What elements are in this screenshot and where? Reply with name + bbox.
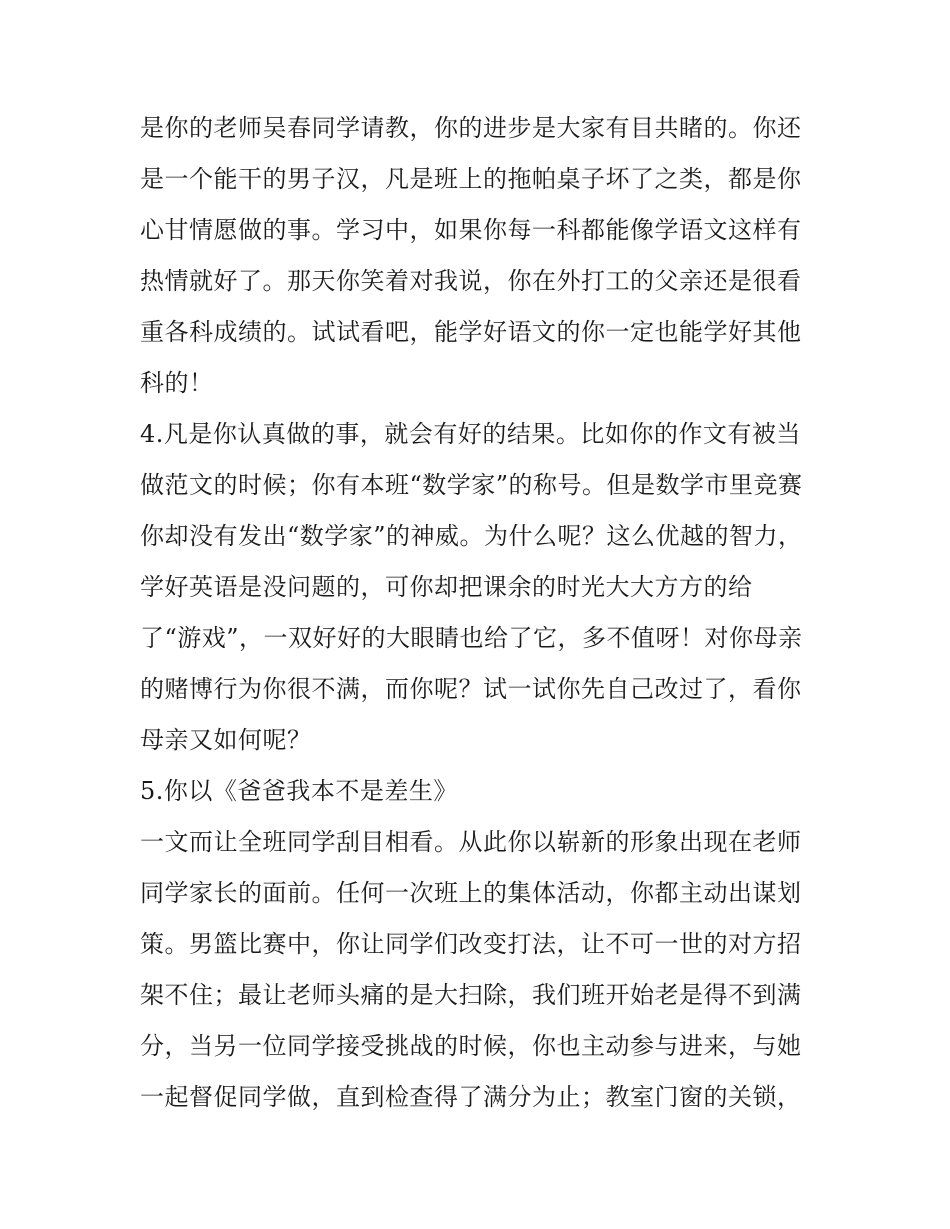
text-line-2: 是一个能干的男子汉，凡是班上的拖帕桌子坏了之类，都是你 <box>140 165 802 193</box>
text-line-4: 热情就好了。那天你笑着对我说，你在外打工的父亲还是很看 <box>140 267 802 295</box>
text-line-18: 架不住；最让老师头痛的是大扫除，我们班开始老是得不到满 <box>140 981 802 1009</box>
text-line-9: 你却没有发出“数学家”的神威。为什么呢？这么优越的智力， <box>140 522 803 550</box>
text-line-13: 母亲又如何呢？ <box>140 726 312 754</box>
text-line-11: 了“游戏”，一双好好的大眼睛也给了它，多不值呀！对你母亲 <box>140 624 803 652</box>
text-line-12: 的赌博行为你很不满，而你呢？试一试你先自己改过了，看你 <box>140 675 802 703</box>
text-line-20: 一起督促同学做，直到检查得了满分为止；教室门窗的关锁， <box>140 1083 802 1111</box>
text-line-15: 一文而让全班同学刮目相看。从此你以崭新的形象出现在老师 <box>140 828 802 856</box>
text-line-17: 策。男篮比赛中，你让同学们改变打法，让不可一世的对方招 <box>140 930 802 958</box>
text-line-5: 重各科成绩的。试试看吧，能学好语文的你一定也能学好其他 <box>140 318 802 346</box>
text-line-8: 做范文的时候；你有本班“数学家”的称号。但是数学市里竞赛 <box>140 471 803 499</box>
text-line-3: 心甘情愿做的事。学习中，如果你每一科都能像学语文这样有 <box>140 216 802 244</box>
body-text <box>140 103 812 1123</box>
text-line-19: 分，当另一位同学接受挑战的时候，你也主动参与进来，与她 <box>140 1032 802 1060</box>
text-line-6: 科的！ <box>140 369 214 397</box>
text-line-10: 学好英语是没问题的，可你却把课余的时光大大方方的给 <box>140 573 753 601</box>
text-line-1: 是你的老师吴春同学请教，你的进步是大家有目共睹的。你还 <box>140 114 802 142</box>
text-line-7: 4.凡是你认真做的事，就会有好的结果。比如你的作文有被当 <box>140 420 801 448</box>
text-line-14: 5.你以《爸爸我本不是差生》 <box>140 777 458 805</box>
text-line-16: 同学家长的面前。任何一次班上的集体活动，你都主动出谋划 <box>140 879 802 907</box>
